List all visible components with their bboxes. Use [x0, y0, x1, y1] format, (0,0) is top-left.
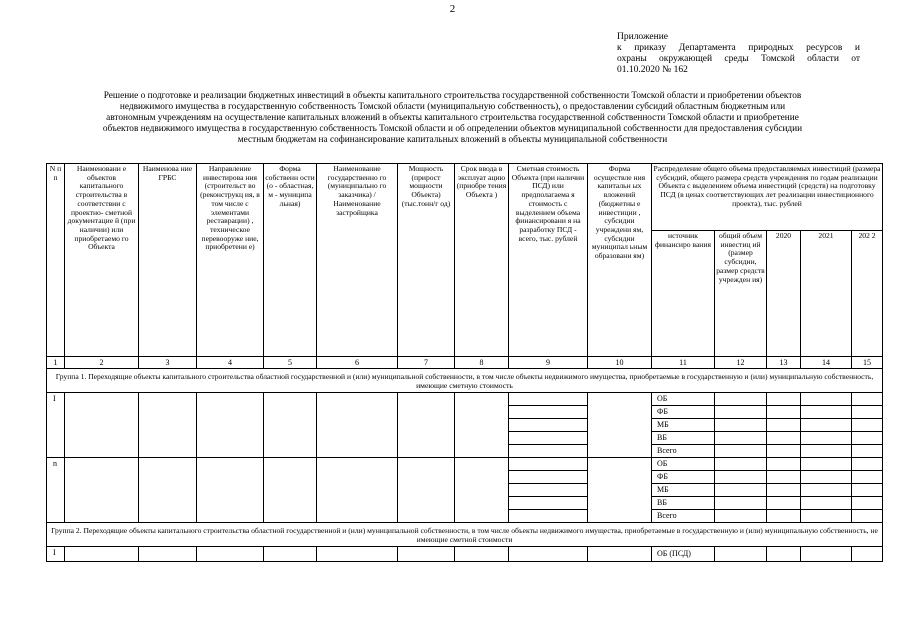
cell-form — [588, 458, 652, 523]
cell-term — [455, 393, 509, 458]
column-number: 1 — [47, 357, 65, 369]
column-number: 4 — [197, 357, 264, 369]
cell-2022 — [852, 484, 883, 497]
cell-cost — [509, 393, 588, 406]
row-number: I — [47, 547, 65, 562]
header-customer: Наименование государственно го (муниципально го заказчика) / Наименование застройщика — [317, 164, 398, 357]
cell-customer — [317, 393, 398, 458]
cell-cost — [509, 406, 588, 419]
cell-cost — [509, 471, 588, 484]
cell-2021 — [801, 471, 852, 484]
decision-title — [40, 91, 865, 146]
column-number: 15 — [852, 357, 883, 369]
source-cell: ФБ — [652, 471, 715, 484]
row-number: n — [47, 458, 65, 523]
cell-grbs — [139, 547, 197, 562]
column-number: 2 — [65, 357, 139, 369]
appendix-date: 01.10.2020 № 162 — [617, 65, 688, 75]
header-year-2020: 2020 — [767, 231, 801, 357]
column-number: 10 — [588, 357, 652, 369]
cell-total — [715, 510, 767, 523]
cell-form — [588, 547, 652, 562]
source-cell: ОБ (ПСД) — [652, 547, 715, 562]
cell-customer — [317, 458, 398, 523]
cell-2022 — [852, 432, 883, 445]
source-cell: ВБ — [652, 497, 715, 510]
cell-cost — [509, 445, 588, 458]
decision-line: Решение о подготовке и реализации бюджетных инвестиций в объекты капитального строительства государственной собственности Томской области и приобретении объектов — [103, 91, 802, 101]
appendix-line: к приказу Департамента природных ресурсов и — [617, 43, 860, 53]
decision-line: недвижимого имущества в государственную собственность Томской области (муниципальную собственность), о предоставлении субсидий областным бюджетным или — [119, 102, 786, 112]
cell-capacity — [398, 458, 455, 523]
header-cost: Сметная стоимость Объекта (при наличии ПСД) или предполагаема я стоимость с выделением объема финансировани я на разработку ПСД - всего, тыс. рублей — [509, 164, 588, 357]
source-cell: МБ — [652, 484, 715, 497]
group-2-heading: Группа 2. Переходящие объекты капитального строительства областной государственной и (или) муниципальной собственности, в том числе объекты недвижимого имущества, приобретаемые в государственную и (или) муниципальную собственность, не имеющие сметной стоимости — [47, 523, 883, 547]
source-cell: Всего — [652, 510, 715, 523]
cell-total — [715, 471, 767, 484]
cell-total — [715, 547, 767, 562]
row-number: I — [47, 393, 65, 458]
header-year-2022: 202 2 — [852, 231, 883, 357]
column-number: 7 — [398, 357, 455, 369]
appendix-block — [617, 32, 860, 76]
cell-term — [455, 547, 509, 562]
column-number: 9 — [509, 357, 588, 369]
header-ownership: Форма собственн ости (о - областная, м - муниципа льная) — [264, 164, 317, 357]
cell-2020 — [767, 406, 801, 419]
cell-object-name — [65, 393, 139, 458]
cell-2021 — [801, 497, 852, 510]
cell-cost — [509, 432, 588, 445]
cell-total — [715, 393, 767, 406]
cell-direction — [197, 547, 264, 562]
appendix-title: Приложение — [617, 32, 668, 42]
header-distribution: Распределение общего объема предоставляемых инвестиций (размера субсидий, общего размера средств учреждения по годам реализации Объекта с выделением объема инвестиций (средств) на подготовку ПСД (в ценах соответствующих лет реализации инвестиционного проекта), тыс. рублей — [652, 164, 883, 231]
cell-form — [588, 393, 652, 458]
cell-2022 — [852, 497, 883, 510]
cell-object-name — [65, 547, 139, 562]
cell-2022 — [852, 393, 883, 406]
column-number: 13 — [767, 357, 801, 369]
cell-capacity — [398, 547, 455, 562]
cell-capacity — [398, 393, 455, 458]
source-cell: ФБ — [652, 406, 715, 419]
cell-cost — [509, 419, 588, 432]
source-cell: Всего — [652, 445, 715, 458]
cell-2021 — [801, 510, 852, 523]
cell-total — [715, 406, 767, 419]
cell-direction — [197, 458, 264, 523]
cell-2022 — [852, 406, 883, 419]
header-number: N п п — [47, 164, 65, 357]
source-cell: МБ — [652, 419, 715, 432]
column-number: 3 — [139, 357, 197, 369]
cell-2021 — [801, 458, 852, 471]
investment-table — [46, 163, 883, 562]
cell-object-name — [65, 458, 139, 523]
cell-2021 — [801, 484, 852, 497]
cell-cost — [509, 547, 588, 562]
cell-2021 — [801, 419, 852, 432]
cell-total — [715, 484, 767, 497]
cell-2022 — [852, 471, 883, 484]
cell-2021 — [801, 445, 852, 458]
column-number: 11 — [652, 357, 715, 369]
cell-cost — [509, 458, 588, 471]
cell-2021 — [801, 393, 852, 406]
header-direction: Направление инвестирова ния (строительст во (реконструкц ия, в том числе с элементами реставрации) , техническое перевооруже ние, приобретени е) — [197, 164, 264, 357]
cell-2020 — [767, 458, 801, 471]
cell-2020 — [767, 432, 801, 445]
cell-2020 — [767, 547, 801, 562]
column-number: 14 — [801, 357, 852, 369]
cell-grbs — [139, 458, 197, 523]
column-number: 6 — [317, 357, 398, 369]
cell-2022 — [852, 445, 883, 458]
appendix-line: охраны окружающей среды Томской области от — [617, 54, 860, 64]
cell-grbs — [139, 393, 197, 458]
cell-term — [455, 458, 509, 523]
header-grbs: Наименова ние ГРБС — [139, 164, 197, 357]
cell-total — [715, 458, 767, 471]
column-number: 5 — [264, 357, 317, 369]
cell-2020 — [767, 471, 801, 484]
cell-2020 — [767, 393, 801, 406]
cell-2022 — [852, 419, 883, 432]
header-term: Срок ввода в эксплуат ацию (приобре тения Объекта ) — [455, 164, 509, 357]
cell-total — [715, 432, 767, 445]
source-cell: ОБ — [652, 393, 715, 406]
cell-ownership — [264, 393, 317, 458]
source-cell: ВБ — [652, 432, 715, 445]
cell-ownership — [264, 547, 317, 562]
cell-customer — [317, 547, 398, 562]
cell-2021 — [801, 547, 852, 562]
header-form: Форма осуществле ния капитальн ых вложений (бюджетны е инвестиции , субсидии учреждени ям, субсидии муниципал ьным образовани ям) — [588, 164, 652, 357]
cell-ownership — [264, 458, 317, 523]
decision-line: местным бюджетам на софинансирование капитальных вложений в объекты муниципальной собственности — [237, 135, 668, 145]
cell-cost — [509, 497, 588, 510]
header-total: общий объем инвестиц ий (размер субсидии, размер средств учрежден ия) — [715, 231, 767, 357]
cell-2022 — [852, 510, 883, 523]
cell-2020 — [767, 445, 801, 458]
cell-2020 — [767, 497, 801, 510]
header-object-name: Наименовани е объектов капитального строительства в соответствии с проектно- сметной документацие й (при наличии) или приобретаемо го Объекта — [65, 164, 139, 357]
cell-2022 — [852, 547, 883, 562]
cell-direction — [197, 393, 264, 458]
cell-2021 — [801, 406, 852, 419]
cell-total — [715, 419, 767, 432]
cell-2020 — [767, 484, 801, 497]
cell-total — [715, 445, 767, 458]
header-source: источник финансиро вания — [652, 231, 715, 357]
column-number: 12 — [715, 357, 767, 369]
decision-line: автономным учреждениям на осуществление капитальных вложений в объекты капитального строительства государственной собственности Томской области и приобретение — [106, 113, 799, 123]
cell-2022 — [852, 458, 883, 471]
source-cell: ОБ — [652, 458, 715, 471]
header-capacity: Мощность (прирост мощности Объекта) (тыс.тонн/г од) — [398, 164, 455, 357]
cell-cost — [509, 484, 588, 497]
header-year-2021: 2021 — [801, 231, 852, 357]
cell-total — [715, 497, 767, 510]
column-number: 8 — [455, 357, 509, 369]
cell-2020 — [767, 510, 801, 523]
cell-2020 — [767, 419, 801, 432]
decision-line: объектов недвижимого имущества в государственную собственность Томской области и об определении объектов муниципальной собственности для предоставления субсидии — [102, 124, 803, 134]
cell-cost — [509, 510, 588, 523]
page-number: 2 — [449, 3, 456, 15]
group-1-heading: Группа 1. Переходящие объекты капитального строительства областной государственной и (или) муниципальной собственности, в том числе объекты недвижимого имущества, приобретаемые в государственную и (или) муниципальную собственность, имеющие сметную стоимость — [47, 369, 883, 393]
cell-2021 — [801, 432, 852, 445]
